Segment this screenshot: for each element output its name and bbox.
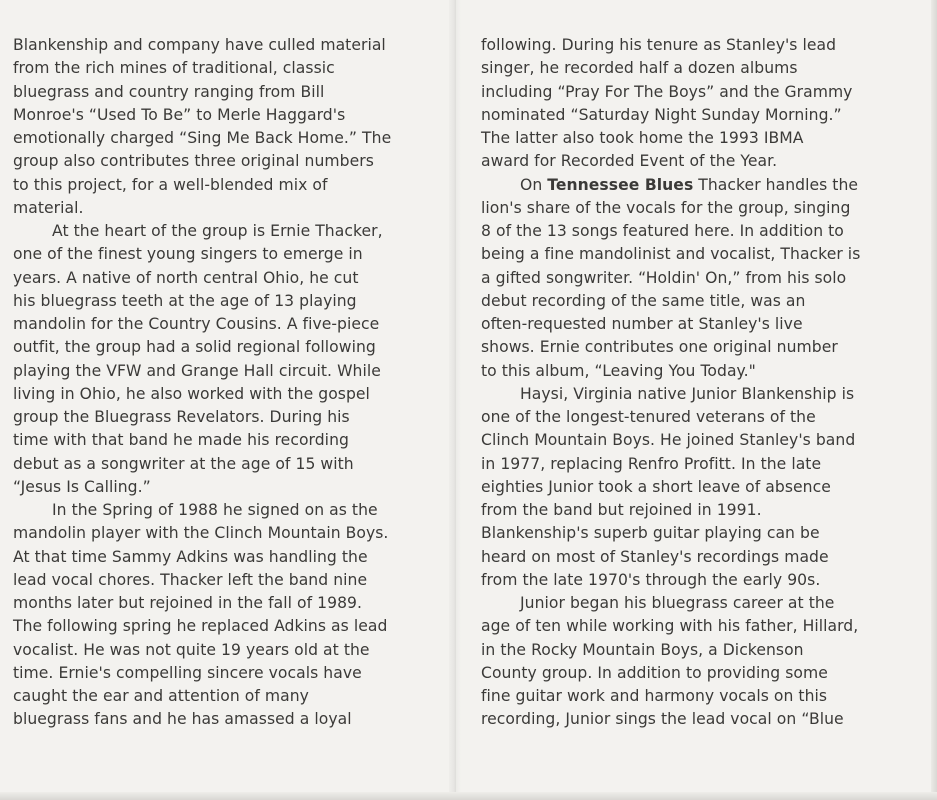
right-column-text	[481, 34, 911, 732]
left-column-text	[13, 34, 445, 732]
paragraph-text: Thacker handles the	[693, 175, 859, 194]
text-line: award for Recorded Event of the Year.	[481, 152, 778, 171]
text-line: emotionally charged “Sing Me Back Home.” The	[13, 129, 392, 147]
text-line: recording, Junior sings the lead vocal on “Blue	[481, 710, 844, 729]
text-line: singer, he recorded half a dozen albums	[481, 59, 798, 78]
text-line: 8 of the 13 songs featured here. In addition to	[481, 222, 844, 240]
text-line: At that time Sammy Adkins was handling the	[13, 547, 368, 566]
text-line: years. A native of north central Ohio, he cut	[13, 268, 359, 287]
text-line: mandolin player with the Clinch Mountain Boys.	[13, 524, 389, 543]
text-line: group the Bluegrass Revelators. During his	[13, 408, 350, 426]
paragraph-start-line: Junior began his bluegrass career at the	[520, 594, 835, 612]
text-line: age of ten while working with his father, Hillard,	[481, 617, 859, 636]
text-line: eighties Junior took a short leave of absence	[481, 477, 831, 496]
paragraph-start-line	[481, 174, 911, 197]
text-line: group also contributes three original numbers	[13, 152, 374, 171]
text-line: The latter also took home the 1993 IBMA	[481, 129, 804, 147]
paragraph-prefix: On	[520, 175, 548, 194]
text-line: The following spring he replaced Adkins as lead	[13, 617, 388, 636]
paragraph-start-line: At the heart of the group is Ernie Thacker,	[52, 222, 383, 240]
text-line: Monroe's “Used To Be” to Merle Haggard's	[13, 105, 346, 124]
text-line: from the band but rejoined in 1991.	[481, 501, 762, 519]
text-line: his bluegrass teeth at the age of 13 playing	[13, 291, 357, 310]
text-line: fine guitar work and harmony vocals on this	[481, 687, 828, 705]
text-line: living in Ohio, he also worked with the gospel	[13, 384, 370, 403]
text-line: often-requested number at Stanley's live	[481, 315, 803, 333]
text-line: following. During his tenure as Stanley's lead	[481, 36, 837, 54]
text-line: one of the finest young singers to emerge in	[13, 245, 363, 264]
text-line: including “Pray For The Boys” and the Grammy	[481, 82, 853, 101]
page-fold	[449, 0, 461, 800]
text-line: lead vocal chores. Thacker left the band nine	[13, 570, 368, 589]
text-line: lion's share of the vocals for the group, singing	[481, 198, 851, 217]
text-line: Clinch Mountain Boys. He joined Stanley's band	[481, 431, 856, 450]
album-title: Tennessee Blues	[547, 175, 694, 194]
text-line: caught the ear and attention of many	[13, 687, 309, 705]
page-edge-right	[931, 0, 937, 800]
text-line: to this album, “Leaving You Today."	[481, 361, 756, 380]
text-line: “Jesus Is Calling.”	[13, 477, 151, 496]
text-line: bluegrass fans and he has amassed a loyal	[13, 710, 352, 729]
text-line: time with that band he made his recording	[13, 431, 349, 450]
text-line: County group. In addition to providing some	[481, 663, 828, 682]
text-line: a gifted songwriter. “Holdin' On,” from his solo	[481, 268, 847, 287]
text-line: Blankenship and company have culled material	[13, 36, 386, 54]
text-line: heard on most of Stanley's recordings made	[481, 547, 829, 566]
text-line: time. Ernie's compelling sincere vocals have	[13, 663, 362, 682]
text-line: mandolin for the Country Cousins. A five-piece	[13, 315, 380, 333]
text-line: in the Rocky Mountain Boys, a Dickenson	[481, 640, 804, 659]
text-line: material.	[13, 198, 84, 217]
text-line: from the rich mines of traditional, classic	[13, 59, 335, 78]
text-line: playing the VFW and Grange Hall circuit. While	[13, 361, 381, 380]
text-line: debut recording of the same title, was an	[481, 291, 806, 310]
text-line: bluegrass and country ranging from Bill	[13, 82, 325, 101]
text-line: being a fine mandolinist and vocalist, Thacker is	[481, 245, 861, 264]
text-line: from the late 1970's through the early 90s.	[481, 570, 821, 589]
text-line: in 1977, replacing Renfro Profitt. In the late	[481, 454, 822, 473]
text-line: shows. Ernie contributes one original number	[481, 338, 838, 357]
paragraph-start-line: In the Spring of 1988 he signed on as the	[52, 501, 378, 519]
text-line: debut as a songwriter at the age of 15 with	[13, 454, 354, 473]
text-line: months later but rejoined in the fall of 1989.	[13, 594, 363, 612]
paragraph-start-line: Haysi, Virginia native Junior Blankenship is	[520, 384, 855, 403]
text-line: one of the longest-tenured veterans of the	[481, 408, 816, 426]
page-edge-bottom	[0, 792, 937, 800]
text-line: to this project, for a well-blended mix of	[13, 175, 328, 194]
text-line: outfit, the group had a solid regional following	[13, 338, 376, 357]
text-line: vocalist. He was not quite 19 years old at the	[13, 640, 370, 659]
text-line: nominated “Saturday Night Sunday Morning.”	[481, 105, 842, 124]
text-line: Blankenship's superb guitar playing can be	[481, 524, 820, 543]
